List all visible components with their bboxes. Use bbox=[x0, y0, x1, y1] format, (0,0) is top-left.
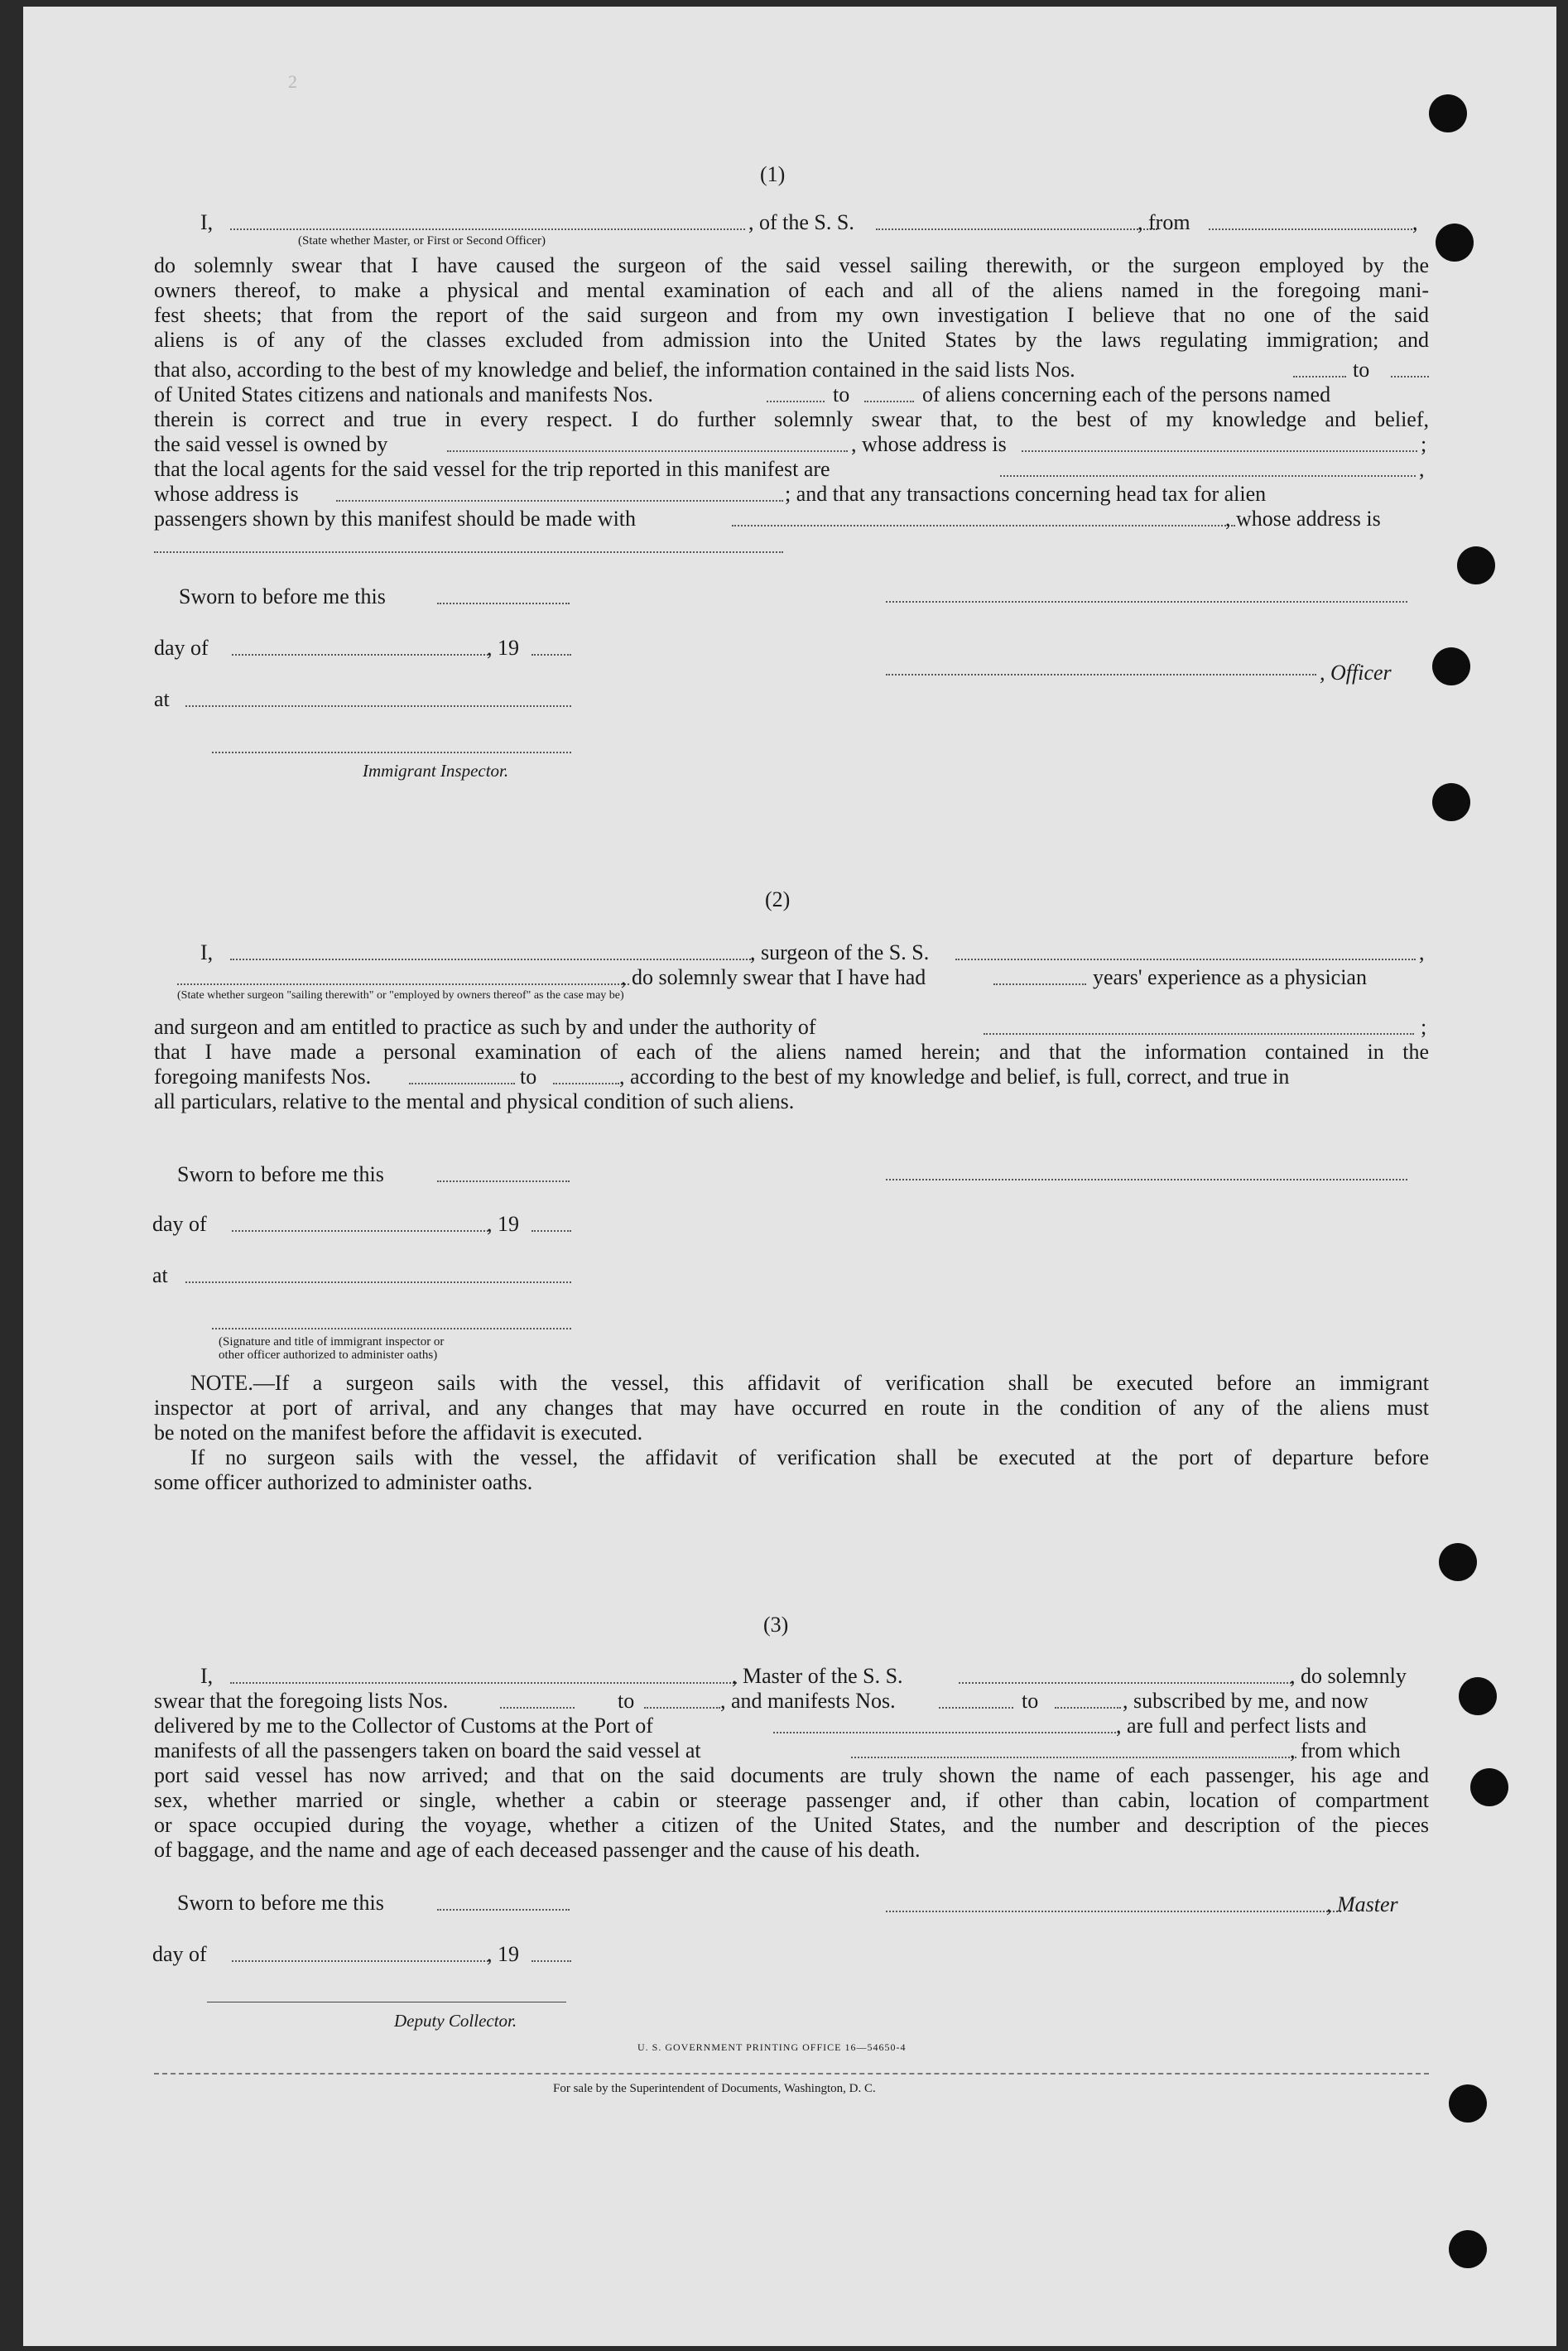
punch-hole bbox=[1436, 224, 1474, 262]
agents-line[interactable] bbox=[1000, 475, 1416, 477]
s1-aliens-text: of aliens concerning each of the persons named bbox=[922, 382, 1331, 406]
s1-lists-text: that also, according to the best of my knowledge and belief, the information contained in the said lists Nos. bbox=[154, 358, 1075, 382]
punch-hole bbox=[1432, 783, 1470, 821]
headtax-party-line[interactable] bbox=[732, 525, 1235, 526]
s1-body-line: fest sheets; that from the report of the said surgeon and from my own investigation I believe that no one of the said bbox=[154, 303, 1429, 327]
note-line: NOTE.—If a surgeon sails with the vessel, this affidavit of verification shall be executed before an immigrant bbox=[190, 1371, 1429, 1395]
s1-semicolon: ; bbox=[1421, 432, 1427, 456]
punch-hole bbox=[1449, 2084, 1487, 2123]
s1-therein-line: therein is correct and true in every respect. I do further solemnly swear that, to the best of my knowledge and belief, bbox=[154, 407, 1429, 431]
s1-citizens-text: of United States citizens and nationals and manifests Nos. bbox=[154, 382, 653, 406]
s3-deputy-label: Deputy Collector. bbox=[394, 2011, 517, 2031]
s2-ship-line[interactable] bbox=[955, 959, 1416, 960]
s2-years-text: years' experience as a physician bbox=[1093, 965, 1367, 989]
s2-to: to bbox=[520, 1065, 537, 1089]
document-page bbox=[23, 7, 1556, 2346]
s3-master-ss: , Master of the S. S. bbox=[732, 1664, 903, 1688]
s2-sig-note-1: (Signature and title of immigrant inspector or bbox=[219, 1335, 445, 1349]
surgeon-status-note: (State whether surgeon "sailing therewith" or "employed by owners thereof" as the case may be) bbox=[177, 989, 624, 1002]
port-of-line[interactable] bbox=[773, 1732, 1119, 1733]
s1-at-line[interactable] bbox=[185, 705, 571, 707]
note-line: be noted on the manifest before the affidavit is executed. bbox=[154, 1421, 643, 1445]
section-1-number: (1) bbox=[760, 162, 786, 186]
s3-i: I, bbox=[200, 1664, 214, 1688]
s1-body-line: owners thereof, to make a physical and mental examination of each and all of the aliens named in the foregoing mani- bbox=[154, 278, 1429, 302]
s1-body-line: do solemnly swear that I have caused the surgeon of the said vessel sailing therewith, or the surgeon employed by the bbox=[154, 253, 1429, 277]
s2-manifests-from-line[interactable] bbox=[409, 1083, 515, 1084]
s3-lists-from-line[interactable] bbox=[500, 1707, 575, 1709]
s1-owned-text: the said vessel is owned by bbox=[154, 432, 388, 456]
punch-hole bbox=[1432, 647, 1470, 685]
officer-rank-note: (State whether Master, or First or Second Officer) bbox=[298, 234, 546, 248]
s2-sig-note-2: other officer authorized to administer oaths) bbox=[219, 1349, 438, 1362]
s3-to2: to bbox=[1022, 1689, 1039, 1713]
s1-dayof: day of bbox=[154, 636, 209, 660]
punch-hole bbox=[1429, 94, 1467, 132]
s2-dayof: day of bbox=[152, 1212, 207, 1236]
s3-master-label: , Master bbox=[1326, 1892, 1398, 1916]
s1-signature-line[interactable] bbox=[886, 601, 1407, 603]
ship-name-line[interactable] bbox=[876, 228, 1157, 230]
s3-body-line: port said vessel has now arrived; and that on the said documents are truly shown the name of each passenger, his age and bbox=[154, 1763, 1429, 1787]
surgeon-name-line[interactable] bbox=[230, 959, 753, 960]
s3-from-which: , from which bbox=[1290, 1738, 1401, 1762]
section-3-number: (3) bbox=[763, 1613, 789, 1637]
s1-19: , 19 bbox=[487, 636, 519, 660]
s1-whose-address2: , whose address is bbox=[1225, 507, 1381, 531]
s1-officer-label: , Officer bbox=[1320, 661, 1392, 685]
s1-sworn: Sworn to before me this bbox=[179, 584, 386, 608]
s2-particulars-line: all particulars, relative to the mental and physical condition of such aliens. bbox=[154, 1089, 795, 1113]
lists-from-line[interactable] bbox=[1293, 376, 1346, 377]
s1-at: at bbox=[154, 687, 170, 711]
lists-to-line[interactable] bbox=[1391, 376, 1429, 377]
punch-hole bbox=[1470, 1768, 1508, 1806]
s3-taken-text: manifests of all the passengers taken on board the said vessel at bbox=[154, 1738, 701, 1762]
s3-manifests-from-line[interactable] bbox=[939, 1707, 1013, 1709]
s2-month-line[interactable] bbox=[232, 1230, 488, 1232]
punch-hole bbox=[1439, 1543, 1477, 1581]
s1-headtax-text: ; and that any transactions concerning head tax for alien bbox=[785, 482, 1267, 506]
sale-notice: For sale by the Superintendent of Documents, Washington, D. C. bbox=[553, 2082, 876, 2095]
s2-at-line[interactable] bbox=[185, 1281, 571, 1283]
s3-sworn-date-line[interactable] bbox=[437, 1909, 570, 1911]
s1-to2: to bbox=[833, 382, 850, 406]
s3-ship-line[interactable] bbox=[959, 1682, 1291, 1684]
authority-line[interactable] bbox=[984, 1033, 1414, 1035]
s3-month-line[interactable] bbox=[232, 1960, 488, 1962]
s1-owner-address-text: , whose address is bbox=[851, 432, 1007, 456]
manifests-from-line[interactable] bbox=[767, 401, 825, 402]
s1-comma: , bbox=[1412, 210, 1418, 234]
manifests-to-line[interactable] bbox=[864, 401, 914, 402]
s2-comma: , bbox=[1419, 940, 1425, 964]
owner-address-line[interactable] bbox=[1022, 450, 1417, 452]
s1-whose-address: whose address is bbox=[154, 482, 299, 506]
s2-surgeon-ss: , surgeon of the S. S. bbox=[750, 940, 930, 964]
headtax-address-line[interactable] bbox=[154, 551, 783, 553]
s1-passengers-text: passengers shown by this manifest should be made with bbox=[154, 507, 637, 531]
s2-19: , 19 bbox=[487, 1212, 519, 1236]
years-experience-line[interactable] bbox=[993, 983, 1086, 985]
s1-sworn-date-line[interactable] bbox=[437, 603, 570, 604]
punch-hole bbox=[1449, 2230, 1487, 2268]
s3-year-line[interactable] bbox=[531, 1960, 571, 1962]
s2-sworn-date-line[interactable] bbox=[437, 1180, 570, 1182]
master-name-line[interactable] bbox=[230, 1682, 737, 1684]
s2-authority-text: and surgeon and am entitled to practice as such by and under the authority of bbox=[154, 1015, 816, 1039]
section-2-number: (2) bbox=[765, 887, 791, 911]
s2-manifests-to-line[interactable] bbox=[553, 1083, 619, 1084]
s1-from: , from bbox=[1138, 210, 1190, 234]
s3-manifests-to-line[interactable] bbox=[1055, 1707, 1121, 1709]
surgeon-status-line[interactable] bbox=[177, 983, 629, 985]
s3-dayof: day of bbox=[152, 1942, 207, 1966]
s1-to: to bbox=[1353, 358, 1370, 382]
note-line: If no surgeon sails with the vessel, the affidavit of verification shall be executed at the port of departure before bbox=[190, 1445, 1429, 1469]
s1-month-line[interactable] bbox=[232, 654, 488, 656]
s2-examination-line: that I have made a personal examination of each of the aliens named herein; and that the information contained in the bbox=[154, 1040, 1429, 1064]
s1-agents-text: that the local agents for the said vessel for the trip reported in this manifest are bbox=[154, 457, 830, 481]
s3-baggage-line: of baggage, and the name and age of each deceased passenger and the cause of his death. bbox=[154, 1838, 921, 1862]
agents-address-line[interactable] bbox=[336, 500, 783, 502]
note-line: inspector at port of arrival, and any changes that may have occurred en route in the condition of any of the aliens must bbox=[154, 1396, 1429, 1420]
s3-lists-to-line[interactable] bbox=[644, 1707, 720, 1709]
s1-inspector-line[interactable] bbox=[212, 752, 571, 753]
s3-to: to bbox=[618, 1689, 635, 1713]
s2-swear-text: , do solemnly swear that I have had bbox=[621, 965, 926, 989]
footer-rule bbox=[154, 2073, 1429, 2075]
s3-subscribed-text: , subscribed by me, and now bbox=[1123, 1689, 1368, 1713]
s2-semicolon: ; bbox=[1421, 1015, 1427, 1039]
s2-signature-line[interactable] bbox=[886, 1179, 1407, 1180]
s2-manifests-text: foregoing manifests Nos. bbox=[154, 1065, 372, 1089]
s2-according-text: , according to the best of my knowledge and belief, is full, correct, and true in bbox=[619, 1065, 1290, 1089]
s2-inspector-line[interactable] bbox=[212, 1328, 571, 1329]
s3-manifests-text: , and manifests Nos. bbox=[720, 1689, 896, 1713]
s3-lists-text: swear that the foregoing lists Nos. bbox=[154, 1689, 449, 1713]
s2-at: at bbox=[152, 1263, 168, 1287]
s1-comma2: , bbox=[1419, 457, 1425, 481]
from-port-line[interactable] bbox=[1209, 228, 1416, 230]
s3-lists-perfect-text: , are full and perfect lists and bbox=[1116, 1714, 1367, 1738]
faint-page-number: 2 bbox=[288, 71, 297, 92]
s3-body-line: sex, whether married or single, whether a cabin or steerage passenger and, if other than cabin, location of compartment bbox=[154, 1788, 1429, 1812]
s3-19: , 19 bbox=[487, 1942, 519, 1966]
s1-officer-line[interactable] bbox=[886, 674, 1316, 675]
s1-of-ss: , of the S. S. bbox=[748, 210, 854, 234]
s2-sworn: Sworn to before me this bbox=[177, 1162, 384, 1186]
s3-delivered-text: delivered by me to the Collector of Customs at the Port of bbox=[154, 1714, 653, 1738]
s3-body-line: or space occupied during the voyage, whether a citizen of the United States, and the number and description of the pieces bbox=[154, 1813, 1429, 1837]
s2-i: I, bbox=[200, 940, 214, 964]
s1-i: I, bbox=[200, 210, 214, 234]
s3-sworn: Sworn to before me this bbox=[177, 1891, 384, 1915]
punch-hole bbox=[1459, 1677, 1497, 1715]
s1-year-line[interactable] bbox=[531, 654, 571, 656]
s3-master-signature-line[interactable] bbox=[886, 1911, 1341, 1912]
punch-hole bbox=[1457, 546, 1495, 584]
note-line: some officer authorized to administer oaths. bbox=[154, 1470, 533, 1494]
s2-year-line[interactable] bbox=[531, 1230, 571, 1232]
printing-office-credit: U. S. GOVERNMENT PRINTING OFFICE 16—54650-4 bbox=[637, 2041, 907, 2053]
owner-line[interactable] bbox=[447, 450, 848, 452]
embarkation-port-line[interactable] bbox=[851, 1757, 1296, 1758]
s3-solemnly: , do solemnly bbox=[1290, 1664, 1407, 1688]
officer-name-line[interactable] bbox=[230, 228, 745, 230]
s1-body-line: aliens is of any of the classes excluded from admission into the United States by the laws regulating immigration; and bbox=[154, 328, 1429, 352]
s1-inspector-label: Immigrant Inspector. bbox=[363, 761, 509, 781]
